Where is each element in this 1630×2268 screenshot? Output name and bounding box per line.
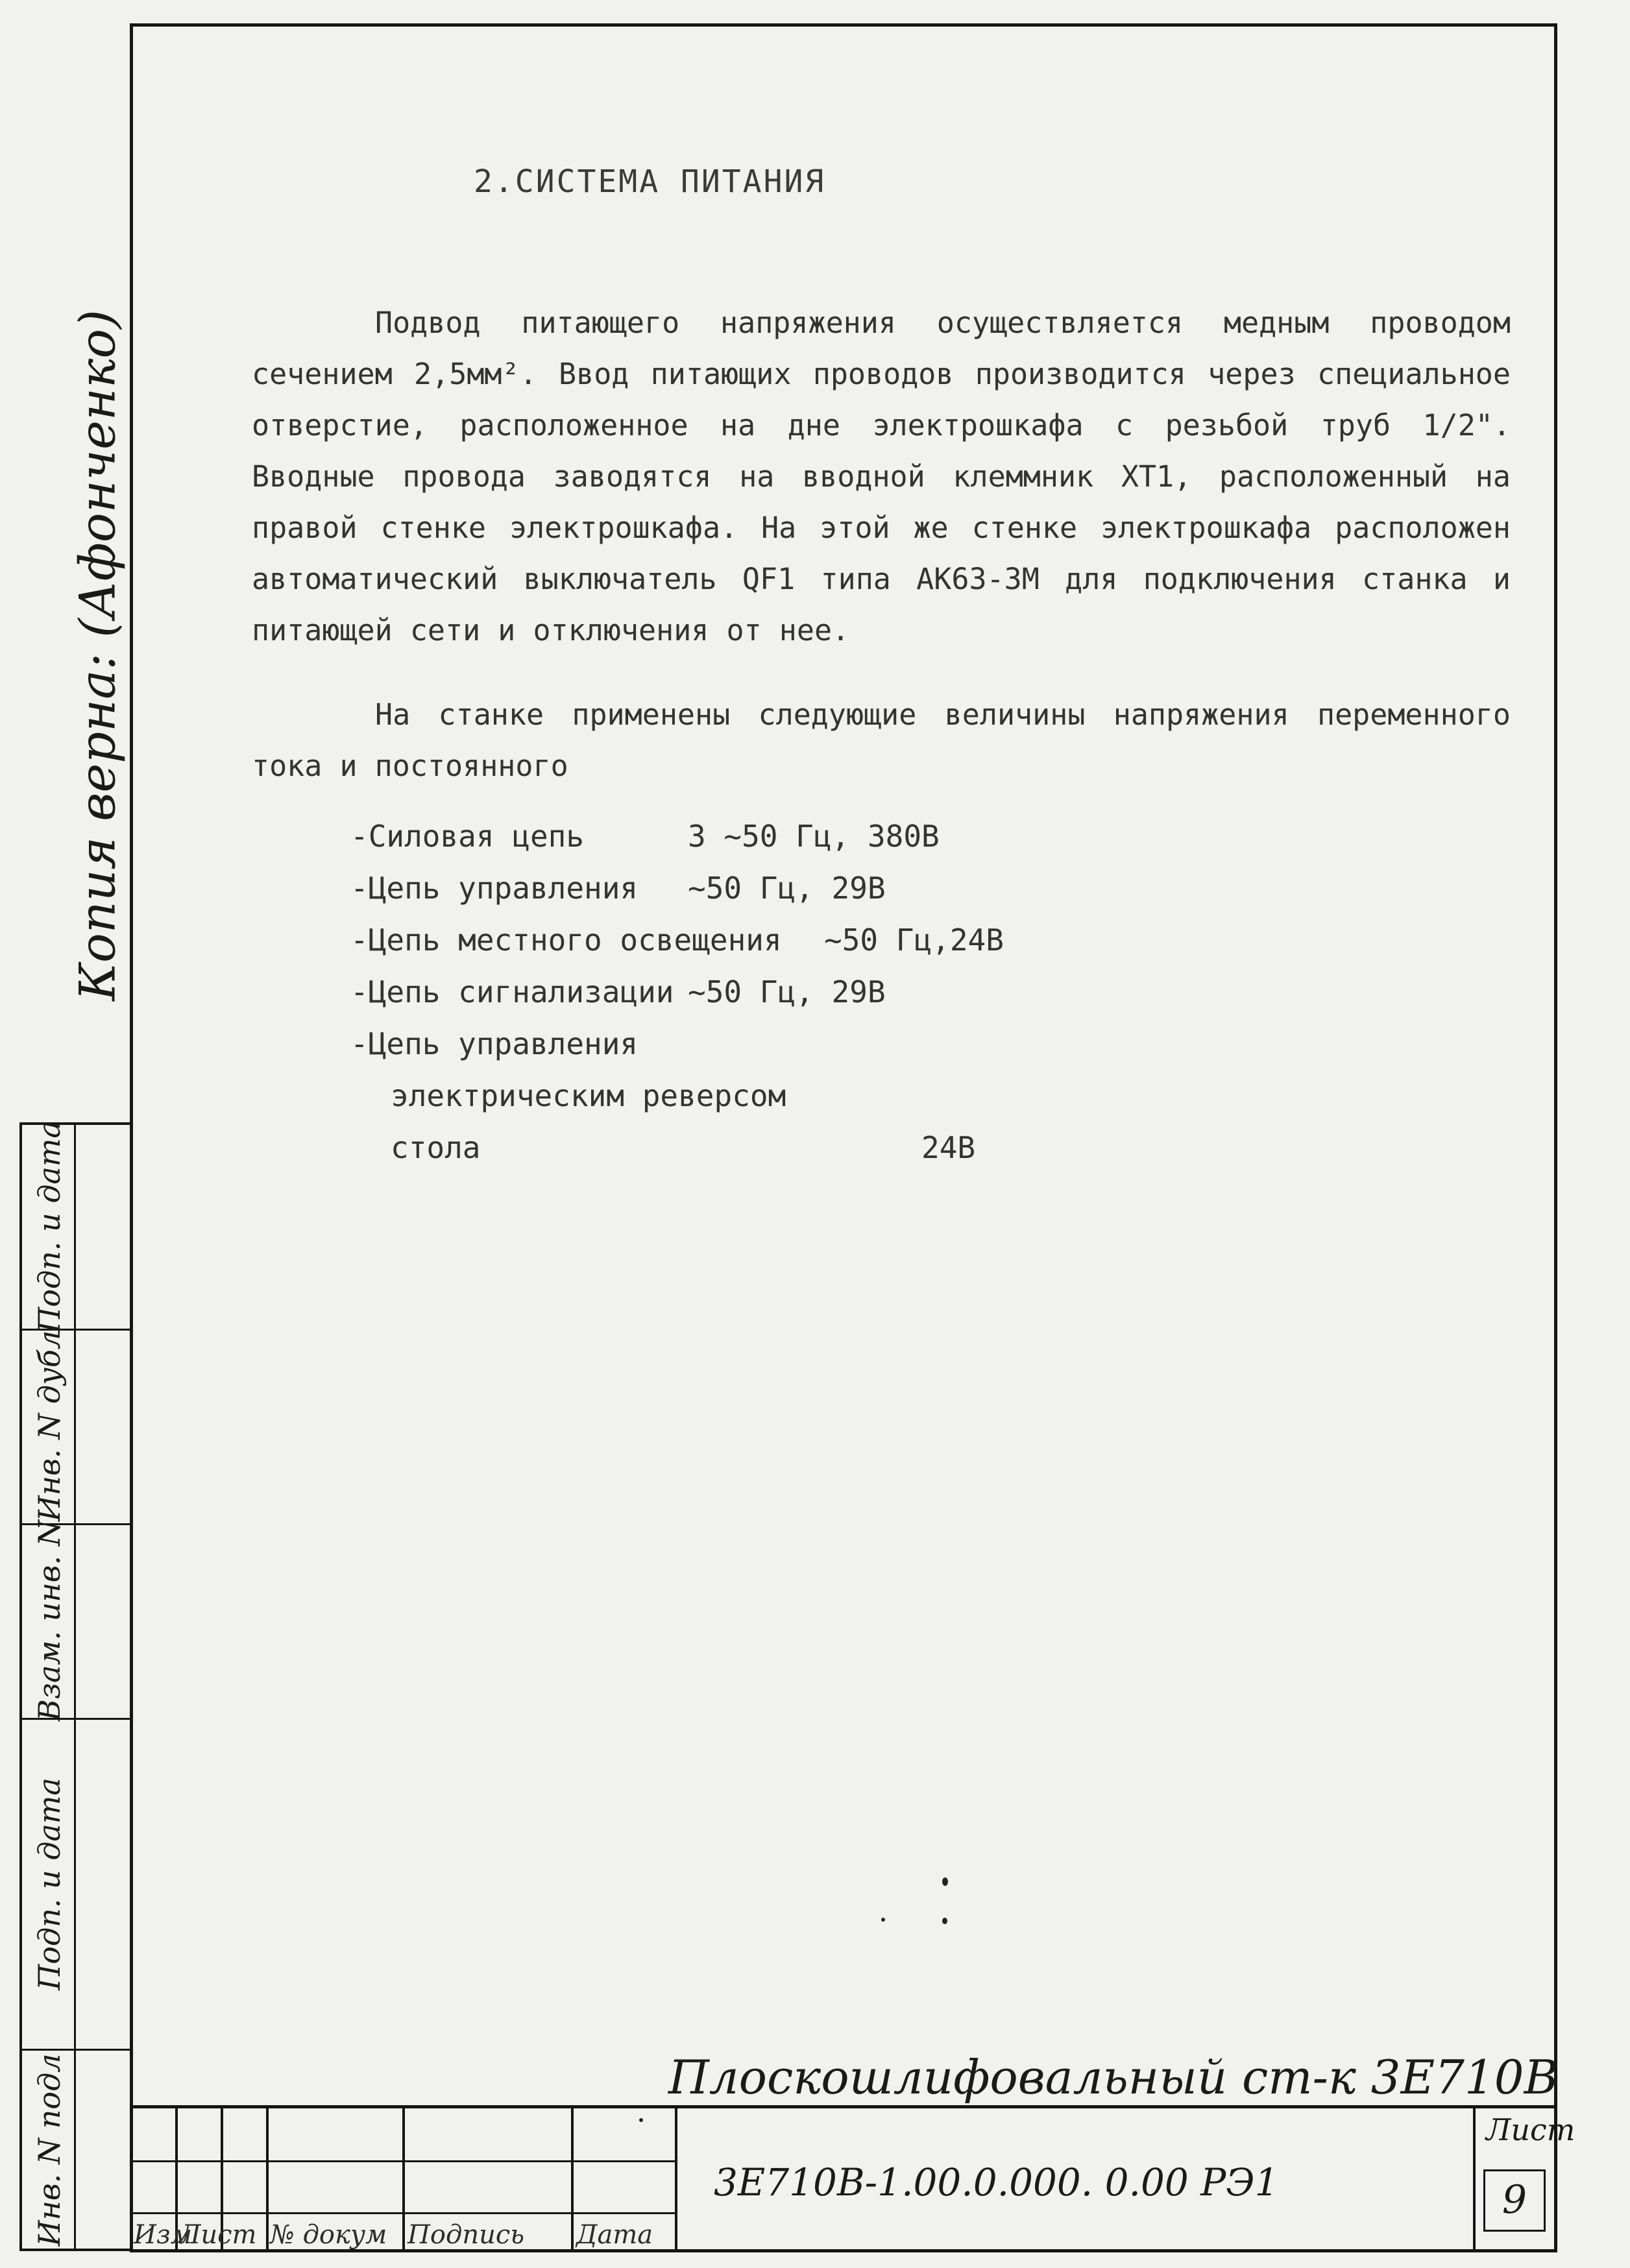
strip-divider xyxy=(22,2049,132,2051)
voltage-value: ~50 Гц, 29В xyxy=(688,974,886,1009)
voltage-label: -Цепь управления xyxy=(350,1026,639,1061)
strip-divider xyxy=(74,1125,76,2249)
document-code: 3Е710В-1.00.0.000. 0.00 РЭ1 xyxy=(714,2160,1279,2204)
title-block-divider xyxy=(1473,2108,1476,2252)
col-head-sheet: Лист xyxy=(179,2220,257,2250)
strip-label: Инв. N дубл xyxy=(32,1330,67,1522)
voltage-label: -Цепь местного освещения xyxy=(350,923,782,958)
scan-speck xyxy=(639,2118,643,2122)
sheet-label: Лист xyxy=(1486,2112,1575,2147)
strip-label: Инв. N подл xyxy=(32,2053,67,2247)
sheet-number: 9 xyxy=(1483,2169,1546,2232)
title-block-divider xyxy=(402,2108,405,2252)
voltage-label: стола xyxy=(391,1130,481,1165)
title-block-divider xyxy=(266,2108,269,2252)
title-block-divider xyxy=(130,2160,675,2162)
col-head-doc-number: № докум xyxy=(270,2220,387,2250)
col-head-signature: Подпись xyxy=(408,2220,525,2250)
title-block-divider xyxy=(130,2212,675,2214)
col-head-change: Изм xyxy=(134,2220,192,2250)
section-title: 2.СИСТЕМА ПИТАНИЯ xyxy=(474,163,826,200)
strip-label: Подп. и дата xyxy=(32,1778,67,1990)
voltage-value: ~50 Гц,24В xyxy=(824,923,1004,958)
strip-label: Взам. инв. N xyxy=(32,1520,67,1721)
title-block-divider xyxy=(571,2108,574,2252)
voltage-label: электрическим реверсом xyxy=(391,1078,786,1113)
title-block-divider xyxy=(675,2108,677,2252)
paragraph-power-supply: Подвод питающего напряжения осуществляется медным проводом сечением 2,5мм². Ввод питающих проводов производится через специальное отверстие, расположенное на дне электрошкафа с резьбой труб 1/2". Вводные провода заводятся на вводной клеммник ХТ1, расположенный на правой стенке электрошкафа. На этой же стенке электрошкафа расположен автоматический выключатель QF1 типа АК63-3М для подключения станка и питающей сети и отключения от нее. xyxy=(252,306,1511,647)
certified-copy-note: Копия верна: (Афонченко) xyxy=(68,309,127,1001)
left-approval-strip xyxy=(19,1122,130,2251)
voltage-label: -Цепь сигнализации xyxy=(350,974,674,1009)
strip-label: Подп. и дата xyxy=(32,1120,67,1333)
stamp-title: Плоскошлифовальный ст-к 3Е710В xyxy=(668,2050,1559,2105)
scan-speck xyxy=(942,1877,948,1886)
col-head-date: Дата xyxy=(576,2220,653,2250)
voltage-label: -Силовая цепь xyxy=(350,819,585,854)
paragraph-voltages-intro: На станке применены следующие величины напряжения переменного тока и постоянного xyxy=(252,697,1511,783)
voltage-label: -Цепь управления xyxy=(350,871,639,906)
voltage-value: 3 ~50 Гц, 380В xyxy=(688,819,940,854)
scan-speck xyxy=(881,1918,885,1922)
voltage-value: ~50 Гц, 29В xyxy=(688,871,886,906)
scan-speck xyxy=(942,1918,947,1924)
voltage-value: 24В xyxy=(921,1130,976,1165)
